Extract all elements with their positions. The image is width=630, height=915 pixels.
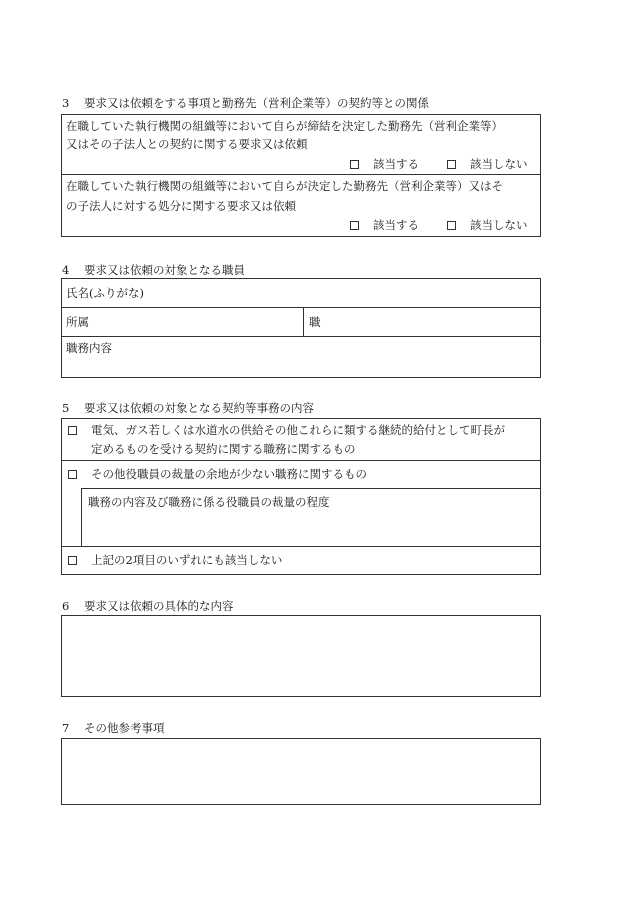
section3-row2-line2: の子法人に対する処分に関する要求又は依頼 bbox=[66, 199, 296, 213]
section3-row1-yes-checkbox[interactable] bbox=[350, 160, 359, 169]
section7-field[interactable] bbox=[61, 738, 541, 805]
section4-divider-2 bbox=[61, 336, 541, 337]
section3-title: 要求又は依頼をする事項と勤務先（営利企業等）の契約等との関係 bbox=[84, 96, 429, 110]
position-label: 職 bbox=[309, 315, 321, 329]
duties-field[interactable] bbox=[63, 357, 539, 376]
section5-item1-line2: 定めるものを受ける契約に関する職務に関するもの bbox=[91, 442, 356, 456]
section5-item3-checkbox[interactable] bbox=[68, 556, 77, 565]
section3-row1-line2: 又はその子法人との契約に関する要求又は依頼 bbox=[66, 137, 308, 151]
section5-item2-label: その他役職員の裁量の余地が少ない職務に関するもの bbox=[91, 467, 367, 481]
section3-row1-options bbox=[350, 154, 528, 174]
position-field[interactable] bbox=[325, 309, 537, 334]
section6-number: 6 bbox=[62, 599, 70, 613]
section7-number: 7 bbox=[62, 721, 70, 735]
section5-heading bbox=[62, 400, 314, 416]
section5-divider-1 bbox=[61, 460, 541, 461]
section5-item2 bbox=[68, 464, 367, 484]
section5-title: 要求又は依頼の対象となる契約等事務の内容 bbox=[84, 401, 314, 415]
name-field[interactable] bbox=[180, 280, 538, 305]
duties-label: 職務内容 bbox=[66, 341, 112, 355]
section4-divider-1 bbox=[61, 307, 541, 308]
section6-field[interactable] bbox=[61, 615, 541, 697]
section5-item2-sub-field[interactable] bbox=[84, 512, 538, 544]
section7-title: その他参考事項 bbox=[84, 721, 165, 735]
section3-row-divider bbox=[61, 174, 541, 175]
section4-title: 要求又は依頼の対象となる職員 bbox=[84, 263, 245, 277]
section5-item3 bbox=[68, 550, 282, 570]
section7-heading bbox=[62, 720, 165, 736]
section4-number: 4 bbox=[62, 263, 70, 277]
section4-col-divider bbox=[303, 307, 304, 336]
section3-heading bbox=[62, 95, 429, 111]
section3-row2-yes-checkbox[interactable] bbox=[350, 221, 359, 230]
section5-divider-2 bbox=[81, 488, 541, 489]
section6-heading bbox=[62, 598, 234, 614]
section5-item2-checkbox[interactable] bbox=[68, 470, 77, 479]
section3-number: 3 bbox=[62, 96, 70, 110]
section5-item1-line1: 電気、ガス若しくは水道水の供給その他これらに類する継続的給付として町長が bbox=[91, 423, 505, 437]
affiliation-field[interactable] bbox=[100, 309, 300, 334]
section5-number: 5 bbox=[62, 401, 70, 415]
section3-row2-no-checkbox[interactable] bbox=[447, 221, 456, 230]
section5-item2-sub-label: 職務の内容及び職務に係る役職員の裁量の程度 bbox=[88, 495, 330, 509]
section3-row2-line1: 在職していた執行機関の組織等において自らが決定した勤務先（営利企業等）又はそ bbox=[66, 179, 503, 193]
section5-sub-indent bbox=[81, 488, 82, 546]
section3-row1-line1: 在職していた執行機関の組織等において自らが締結を決定した勤務先（営利企業等） bbox=[66, 119, 503, 133]
section5-divider-3 bbox=[61, 546, 541, 547]
name-label: 氏名(ふりがな) bbox=[66, 286, 144, 300]
section5-item3-label: 上記の2項目のいずれにも該当しない bbox=[91, 553, 283, 567]
section5-item1 bbox=[68, 420, 505, 440]
section3-row1-no-label: 該当しない bbox=[470, 157, 528, 171]
section3-row1-yes-label: 該当する bbox=[373, 157, 419, 171]
section5-item1-checkbox[interactable] bbox=[68, 426, 77, 435]
section3-row2-no-label: 該当しない bbox=[470, 218, 528, 232]
section3-row1-no-checkbox[interactable] bbox=[447, 160, 456, 169]
affiliation-label: 所属 bbox=[66, 315, 89, 329]
section3-row2-yes-label: 該当する bbox=[373, 218, 419, 232]
section6-title: 要求又は依頼の具体的な内容 bbox=[84, 599, 234, 613]
section4-heading bbox=[62, 262, 245, 278]
section3-row2-options bbox=[350, 215, 528, 235]
